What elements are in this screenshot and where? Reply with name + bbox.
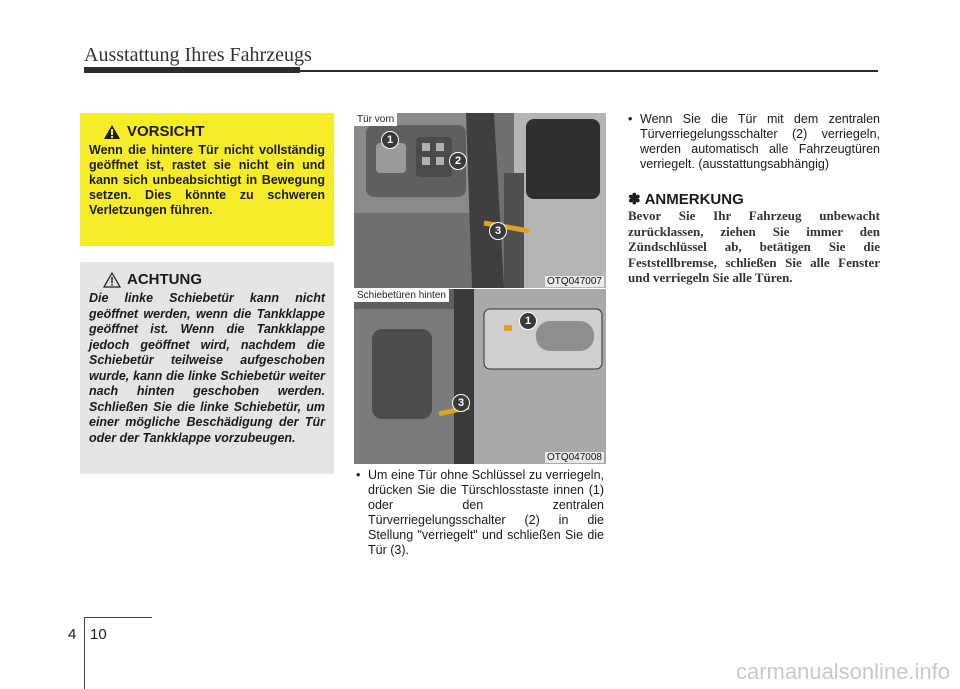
page-number: 10 bbox=[90, 626, 107, 643]
vorsicht-text: Wenn die hintere Tür nicht vollständig geöffnet ist, rastet sie nicht ein und kann sich unbeabsichtigt in Bewegung setzen. Dies könnte zu schweren Verletzungen führen. bbox=[89, 143, 325, 217]
anmerkung-symbol: ✽ bbox=[628, 191, 641, 208]
sliding-door-illustration bbox=[354, 289, 606, 464]
bullet-text: Wenn Sie die Tür mit dem zentralen Türverriegelungsschalter (2) verriegeln, werden automatisch alle Fahrzeugtüren verriegelt. (ausstattungsabhängig) bbox=[640, 112, 880, 171]
callout-2: 2 bbox=[449, 152, 467, 170]
vorsicht-heading bbox=[103, 123, 325, 140]
vorsicht-title: VORSICHT bbox=[127, 123, 205, 140]
caution-triangle-icon bbox=[103, 272, 121, 288]
achtung-text: Die linke Schiebetür kann nicht geöffnet werden, wenn die Tankklappe geöffnet ist. Wenn die Tankklappe jedoch geöffnet wird, nachdem die Schiebetür teilweise aufgeschoben wurde, kann die linke Schiebetür weiter nach hinten geschoben werden. Schließen Sie die linke Schiebetür, um einer mögliche Beschädigung der Tür oder der Tankklappe vorzubeugen. bbox=[89, 291, 325, 445]
figure-sliding-doors-label: Schiebetüren hinten bbox=[354, 289, 449, 302]
footer-rule-vertical bbox=[84, 617, 85, 689]
bullet-dot: • bbox=[356, 468, 361, 482]
achtung-box bbox=[80, 262, 334, 474]
bullet-central-lock bbox=[628, 112, 880, 172]
callout-3-sliding: 3 bbox=[452, 394, 470, 412]
anmerkung-text: Bevor Sie Ihr Fahrzeug unbewacht zurücklassen, ziehen Sie immer den Zündschlüssel ab, betätigen Sie die Feststellbremse, schließen Sie alle Fenster und verriegeln Sie alle Türen. bbox=[628, 208, 880, 285]
bullet-text: Um eine Tür ohne Schlüssel zu verriegeln, drücken Sie die Türschlosstaste innen (1) oder den zentralen Türverriegelungsschalter (2) in die Stellung "verriegelt" und schließen Sie die Tür (3). bbox=[368, 468, 604, 557]
achtung-title: ACHTUNG bbox=[127, 271, 202, 288]
header-title: Ausstattung Ihres Fahrzeugs bbox=[84, 44, 312, 66]
watermark: carmanualsonline.info bbox=[735, 659, 950, 684]
figure-front-door-code: OTQ047007 bbox=[546, 276, 602, 287]
bullet-dot: • bbox=[628, 112, 633, 126]
figure-sliding-doors bbox=[354, 288, 606, 464]
anmerkung-heading bbox=[628, 190, 744, 208]
page-chapter: 4 bbox=[68, 626, 77, 643]
figure-front-door bbox=[354, 113, 606, 288]
callout-3: 3 bbox=[489, 222, 507, 240]
bullet-lock-without-key bbox=[356, 468, 604, 558]
anmerkung-title: ANMERKUNG bbox=[644, 190, 744, 208]
figure-front-door-label: Tür vorn bbox=[354, 113, 397, 126]
figure-sliding-doors-code: OTQ047008 bbox=[546, 452, 602, 463]
warning-triangle-icon bbox=[103, 124, 121, 140]
footer-rule-horizontal bbox=[84, 617, 152, 618]
vorsicht-box bbox=[80, 113, 334, 246]
callout-1-sliding: 1 bbox=[519, 312, 537, 330]
header-rule-accent bbox=[84, 67, 300, 73]
callout-1: 1 bbox=[381, 131, 399, 149]
achtung-heading bbox=[103, 271, 325, 288]
